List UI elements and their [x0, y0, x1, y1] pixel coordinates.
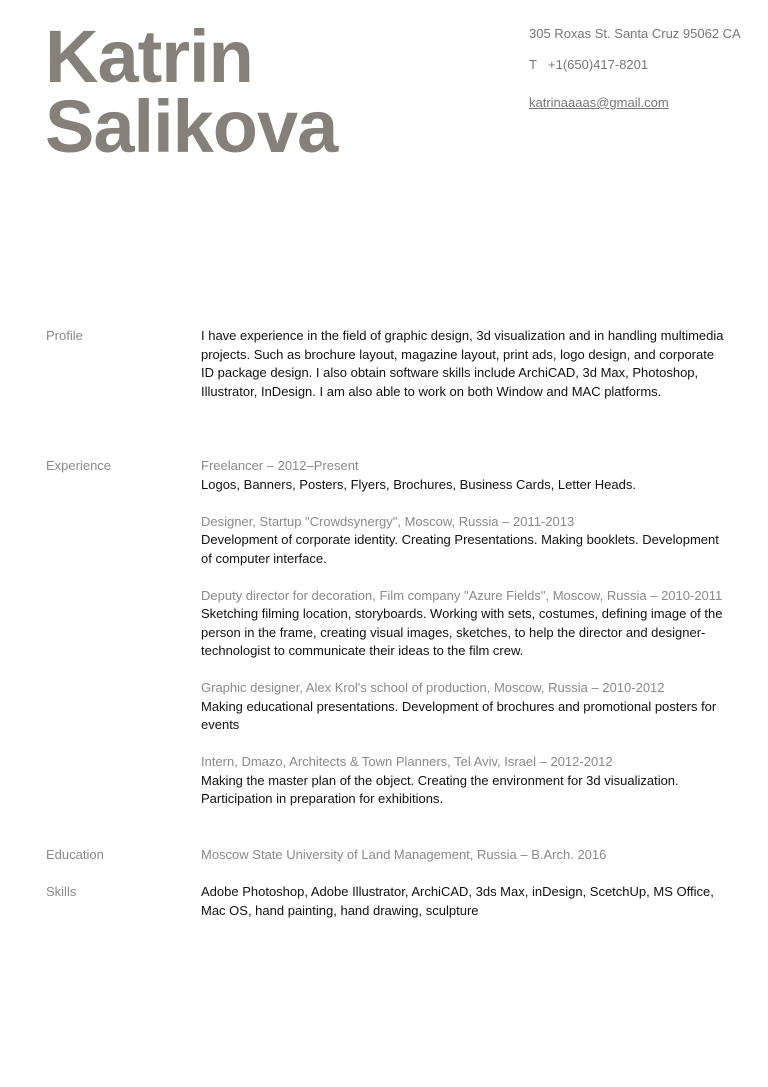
experience-entry: [201, 513, 726, 569]
experience-entry-description: Making the master plan of the object. Creating the environment for 3d visualization. Participation in preparation for exhibitions.: [201, 772, 679, 806]
experience-list: [201, 457, 726, 809]
experience-entry: [201, 679, 726, 735]
education-text: Moscow State University of Land Management, Russia – B.Arch. 2016: [201, 847, 607, 862]
address: 305 Roxas St. Santa Cruz 95062 CA: [529, 26, 741, 41]
experience-entry-title: Deputy director for decoration, Film company "Azure Fields", Moscow, Russia – 2010-2011: [201, 587, 723, 603]
profile-label: Profile: [46, 328, 83, 343]
phone-number: +1(650)417-8201: [548, 57, 649, 72]
experience-entry-title: Graphic designer, Alex Krol's school of production, Moscow, Russia – 2010-2012: [201, 680, 665, 695]
skills-label: Skills: [46, 884, 77, 899]
experience-entry-title: Designer, Startup "Crowdsynergy", Moscow, Russia – 2011-2013: [201, 513, 575, 529]
experience-entry-title: Intern, Dmazo, Architects & Town Planners, Tel Aviv, Israel – 2012-2012: [201, 754, 613, 769]
first-name: Katrin: [45, 15, 253, 98]
experience-entry: [201, 753, 726, 809]
education-label: Education: [46, 847, 104, 862]
experience-entry-description: Logos, Banners, Posters, Flyers, Brochures, Business Cards, Letter Heads.: [201, 476, 636, 492]
phone-line: [529, 57, 744, 73]
skills-text: Adobe Photoshop, Adobe Illustrator, ArchiCAD, 3ds Max, inDesign, ScetchUp, MS Office, Mac OS, hand painting, hand drawing, sculpture: [201, 884, 714, 918]
experience-entry-title: Freelancer – 2012–Present: [201, 458, 359, 473]
experience-entry: [201, 587, 726, 661]
last-name: Salikova: [45, 85, 338, 168]
experience-entry-description: Making educational presentations. Development of brochures and promotional posters for events: [201, 698, 717, 732]
email-link[interactable]: katrinaaaas@gmail.com: [529, 95, 669, 110]
profile-text: I have experience in the field of graphic design, 3d visualization and in handling multimedia projects. Such as brochure layout, magazine layout, print ads, logo design, and corporate ID package design. I also obtain software skills include ArchiCAD, 3d Max, Photoshop, Illustrator, InDesign. I am also able to work on both Window and MAC platforms.: [201, 328, 724, 399]
contact-block: [529, 26, 744, 111]
phone-label: T: [529, 57, 537, 72]
experience-label: Experience: [46, 458, 112, 473]
experience-entry-description: Development of corporate identity. Creating Presentations. Making booklets. Development of computer interface.: [201, 532, 719, 566]
candidate-name: [45, 15, 338, 168]
experience-entry: [201, 457, 726, 494]
experience-entry-description: Sketching filming location, storyboards. Working with sets, costumes, defining image of the person in the frame, creating visual images, sketches, to help the director and designer-technologist to communicate their ideas to the film crew.: [201, 606, 723, 658]
